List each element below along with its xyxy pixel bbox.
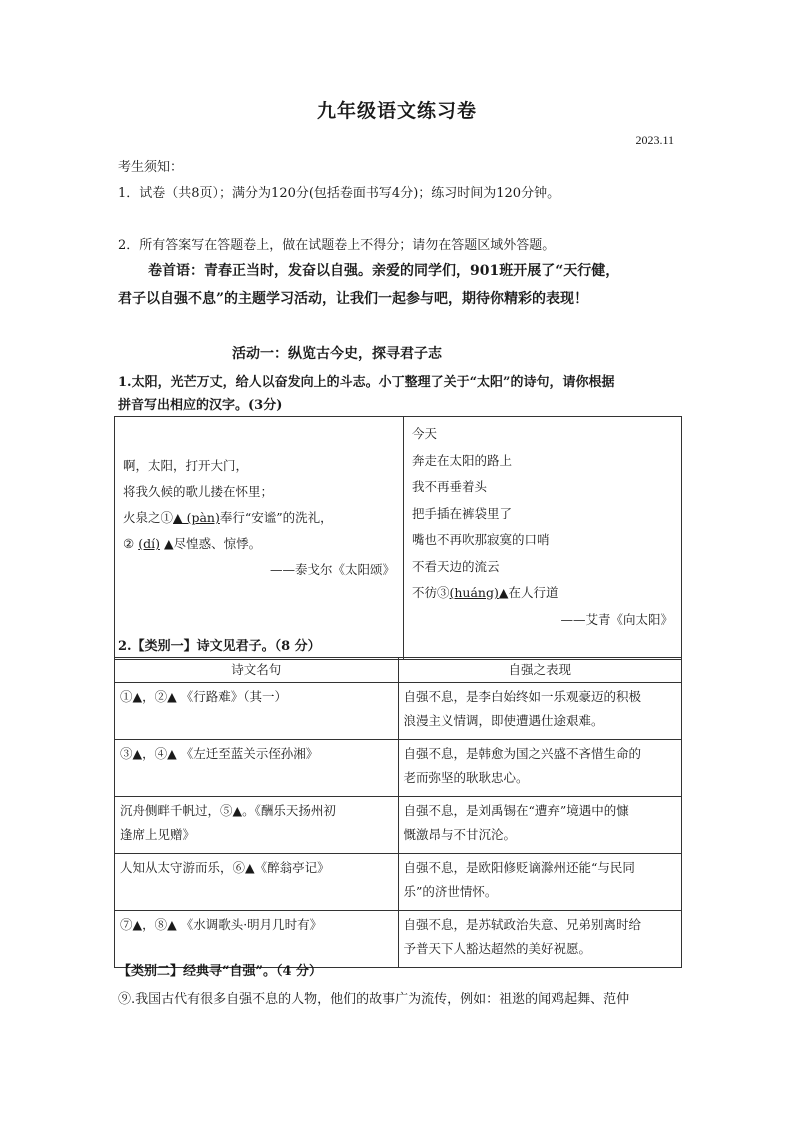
q2-row-5-left: ⑦▲，⑧▲ 《水调歌头·明月几时有》: [115, 911, 399, 968]
q9-text: ⑨.我国古代有很多自强不息的人物，他们的故事广为流传，例如：祖逖的闻鸡起舞、范仲: [118, 992, 630, 1007]
notice-item-2: 2．所有答案写在答题卷上，做在试题卷上不得分；请勿在答题区域外答题。: [118, 238, 556, 253]
q2-row-3-left: 沉舟侧畔千帆过，⑤▲。《酬乐天扬州初 逢席上见赠》: [115, 797, 399, 854]
right-poem-source: ——艾青《向太阳》: [560, 611, 673, 627]
q2-table: [114, 657, 682, 968]
q2-row-5-right: 自强不息，是苏轼政治失意、兄弟别离时给 予普天下人豁达超然的美好祝愿。: [398, 911, 682, 968]
q1-line-1: 1.太阳，光芒万丈，给人以奋发向上的斗志。小丁整理了关于“太阳”的诗句，请你根据: [118, 375, 615, 390]
left-poem-source: ——泰戈尔《太阳颂》: [269, 562, 395, 577]
q2-heading: 2.【类别一】诗文见君子。（8 分）: [118, 639, 321, 654]
blank-3: (huáng): [449, 585, 499, 600]
q2-row-4-right: 自强不息，是欧阳修贬谪滁州还能“与民同 乐”的济世情怀。: [398, 854, 682, 911]
notice-heading: 考生须知：: [118, 160, 184, 175]
left-poem-line: 将我久候的歌儿搂在怀里；: [123, 484, 274, 499]
left-poem-cell: [115, 417, 404, 660]
right-poem-line: 把手插在裤袋里了: [411, 505, 512, 521]
q2-row-2-right: 自强不息，是韩愈为国之兴盛不吝惜生命的 老而弥坚的耿耿忠心。: [398, 740, 682, 797]
intro-line-2: 君子以自强不息”的主题学习活动，让我们一起参与吧，期待你精彩的表现！: [118, 291, 589, 307]
blank-2: (dí): [138, 536, 160, 551]
q1-poem-table: [114, 416, 682, 660]
right-poem-line: 今天: [411, 426, 437, 441]
blank-1: ▲ (pàn): [173, 510, 220, 525]
category-2-heading: 【类别二】经典寻“自强”。（4 分）: [118, 964, 323, 979]
right-poem-line: 奔走在太阳的路上: [411, 452, 512, 468]
exam-date: 2023.11: [635, 133, 674, 147]
q2-row-4-left: 人知从太守游而乐，⑥▲《醉翁亭记》: [115, 854, 399, 911]
right-poem-line: 嘴也不再吹那寂寞的口哨: [411, 532, 550, 547]
right-poem-line: 我不再垂着头: [411, 479, 487, 494]
q2-header-col-1: 诗文名句: [115, 658, 399, 683]
right-poem-line: 不看天边的流云: [411, 558, 500, 574]
right-poem-cell: [403, 417, 681, 660]
left-poem-line: ② (dí) ▲尽惶惑、惊悸。: [123, 536, 262, 551]
notice-item-1: 1．试卷（共8页）；满分为120分(包括卷面书写4分)；练习时间为120分钟。: [118, 186, 561, 201]
q2-row-2-left: ③▲，④▲ 《左迁至蓝关示侄孙湘》: [115, 740, 399, 797]
q1-line-2: 拼音写出相应的汉字。(3分): [118, 398, 283, 413]
q2-row-1-left: ①▲，②▲ 《行路难》（其一）: [115, 683, 399, 740]
q2-row-1-right: 自强不息，是李白始终如一乐观豪迈的积极 浪漫主义情调，即使遭遇仕途艰难。: [398, 683, 682, 740]
left-poem-line: 火泉之①▲ (pàn)奉行“安谧”的洗礼，: [123, 510, 333, 525]
right-poem-line: 不彷③(huáng)▲在人行道: [411, 585, 559, 600]
q2-row-3-right: 自强不息，是刘禹锡在“遭弃”境遇中的慷 慨激昂与不甘沉沦。: [398, 797, 682, 854]
left-poem-line: 啊，太阳，打开大门，: [123, 458, 249, 473]
q2-header-col-2: 自强之表现: [398, 658, 682, 683]
intro-line-1: 卷首语：青春正当时，发奋以自强。亲爱的同学们，901班开展了“天行健，: [148, 263, 620, 279]
page-title: 九年级语文练习卷: [316, 100, 477, 122]
activity-heading: 活动一：纵览古今史，探寻君子志: [232, 346, 442, 362]
